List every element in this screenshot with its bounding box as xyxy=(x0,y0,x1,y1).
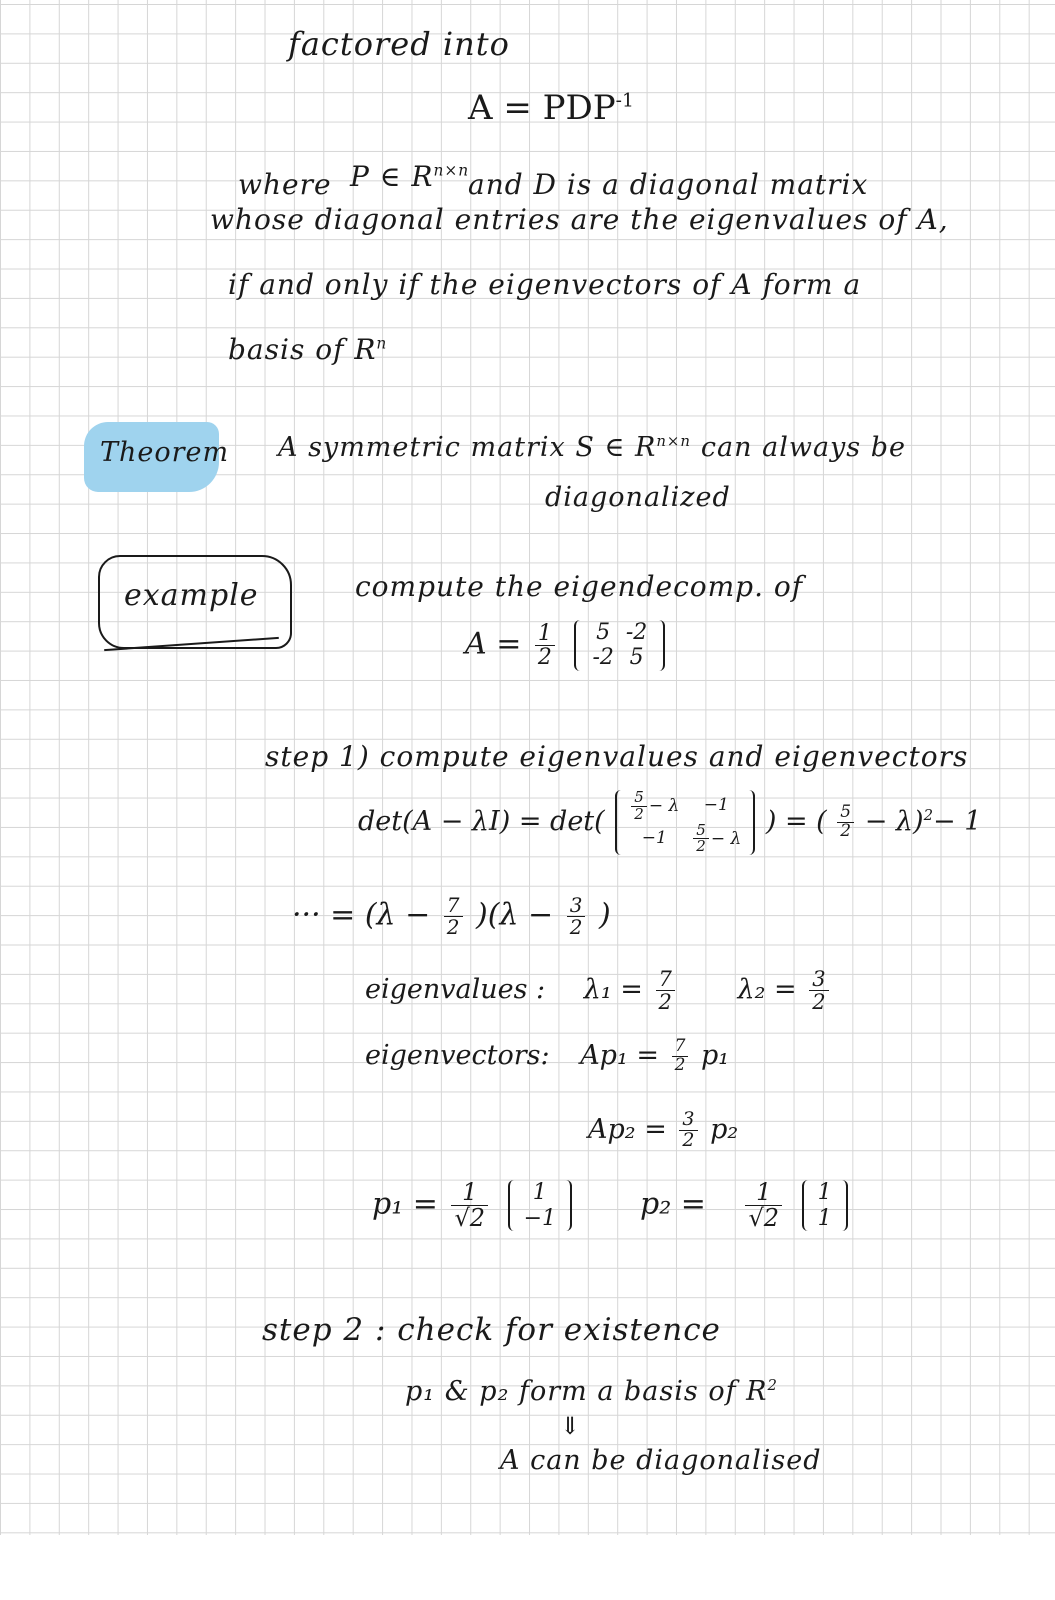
text-iff-eigenvectors: if and only if the eigenvectors of A form a xyxy=(228,268,862,301)
text-where: where xyxy=(238,168,332,201)
theorem-text: A symmetric matrix S ∈ $R^{n\times n}$ can always be xyxy=(278,432,907,463)
eigenvalues-line: eigenvalues : λ₁ = $\frac{7}{2}$ λ₂ = $\frac{3}{2}$ xyxy=(365,968,833,1013)
matrix-cell: 5 xyxy=(596,620,611,645)
implies-arrow: ⇓ xyxy=(560,1412,582,1440)
matrix-cell: -2 xyxy=(592,645,614,671)
page-bottom-margin xyxy=(0,1535,1055,1600)
ap2-line: Ap₂ = $\frac{3}{2}$ p₂ xyxy=(588,1108,739,1151)
text-diagonal-entries: whose diagonal entries are the eigenvalues of A, xyxy=(210,203,949,236)
text-basis-rn: basis of $R^n$ xyxy=(228,333,388,366)
example-label: example xyxy=(124,578,259,613)
p1-vector: p₁ = $\frac{1}{√2}$ 1 −1 xyxy=(372,1180,578,1231)
basis-statement: p₁ & p₂ form a basis of $R^2$ xyxy=(405,1376,778,1407)
formula-A-PDP: $A = PDP^{-1}$ xyxy=(468,88,634,128)
det-equation: det(A − λI) = det( $\frac{5}{2}$ − λ −1 −1 $\frac{5}{2}$ − λ ) = ( $\frac{5}{2}$ − λ)$^2$− 1 xyxy=(358,788,982,856)
matrix-A-entries xyxy=(574,620,665,671)
matrix-cell: -2 xyxy=(625,620,648,645)
step1-heading: step 1) compute eigenvalues and eigenvectors xyxy=(265,740,969,773)
eigenvectors-line: eigenvectors: Ap₁ = $\frac{7}{2}$ p₁ xyxy=(365,1036,730,1075)
text-d-diagonal: and D is a diagonal matrix xyxy=(468,168,869,201)
text-factored-into: factored into xyxy=(288,25,510,63)
text-p-in-rnn: P ∈ $R^{n\times n}$ xyxy=(350,160,470,193)
theorem-text-diagonalized: diagonalized xyxy=(545,482,731,513)
example-text: compute the eigendecomp. of xyxy=(355,570,804,603)
example-matrix-A: A = $\frac{1}{2}$ 5 -2 -2 5 xyxy=(465,620,671,671)
step2-heading: step 2 : check for existence xyxy=(262,1312,721,1348)
conclusion-text: A can be diagonalised xyxy=(500,1445,822,1476)
theorem-label: Theorem xyxy=(100,437,230,468)
factored-equation: ··· = (λ − $\frac{7}{2}$ )(λ − $\frac{3}{2}$ ) xyxy=(292,893,611,939)
matrix-cell: 5 xyxy=(629,645,644,671)
p2-vector: p₂ = $\frac{1}{√2}$ 1 1 xyxy=(640,1180,854,1231)
